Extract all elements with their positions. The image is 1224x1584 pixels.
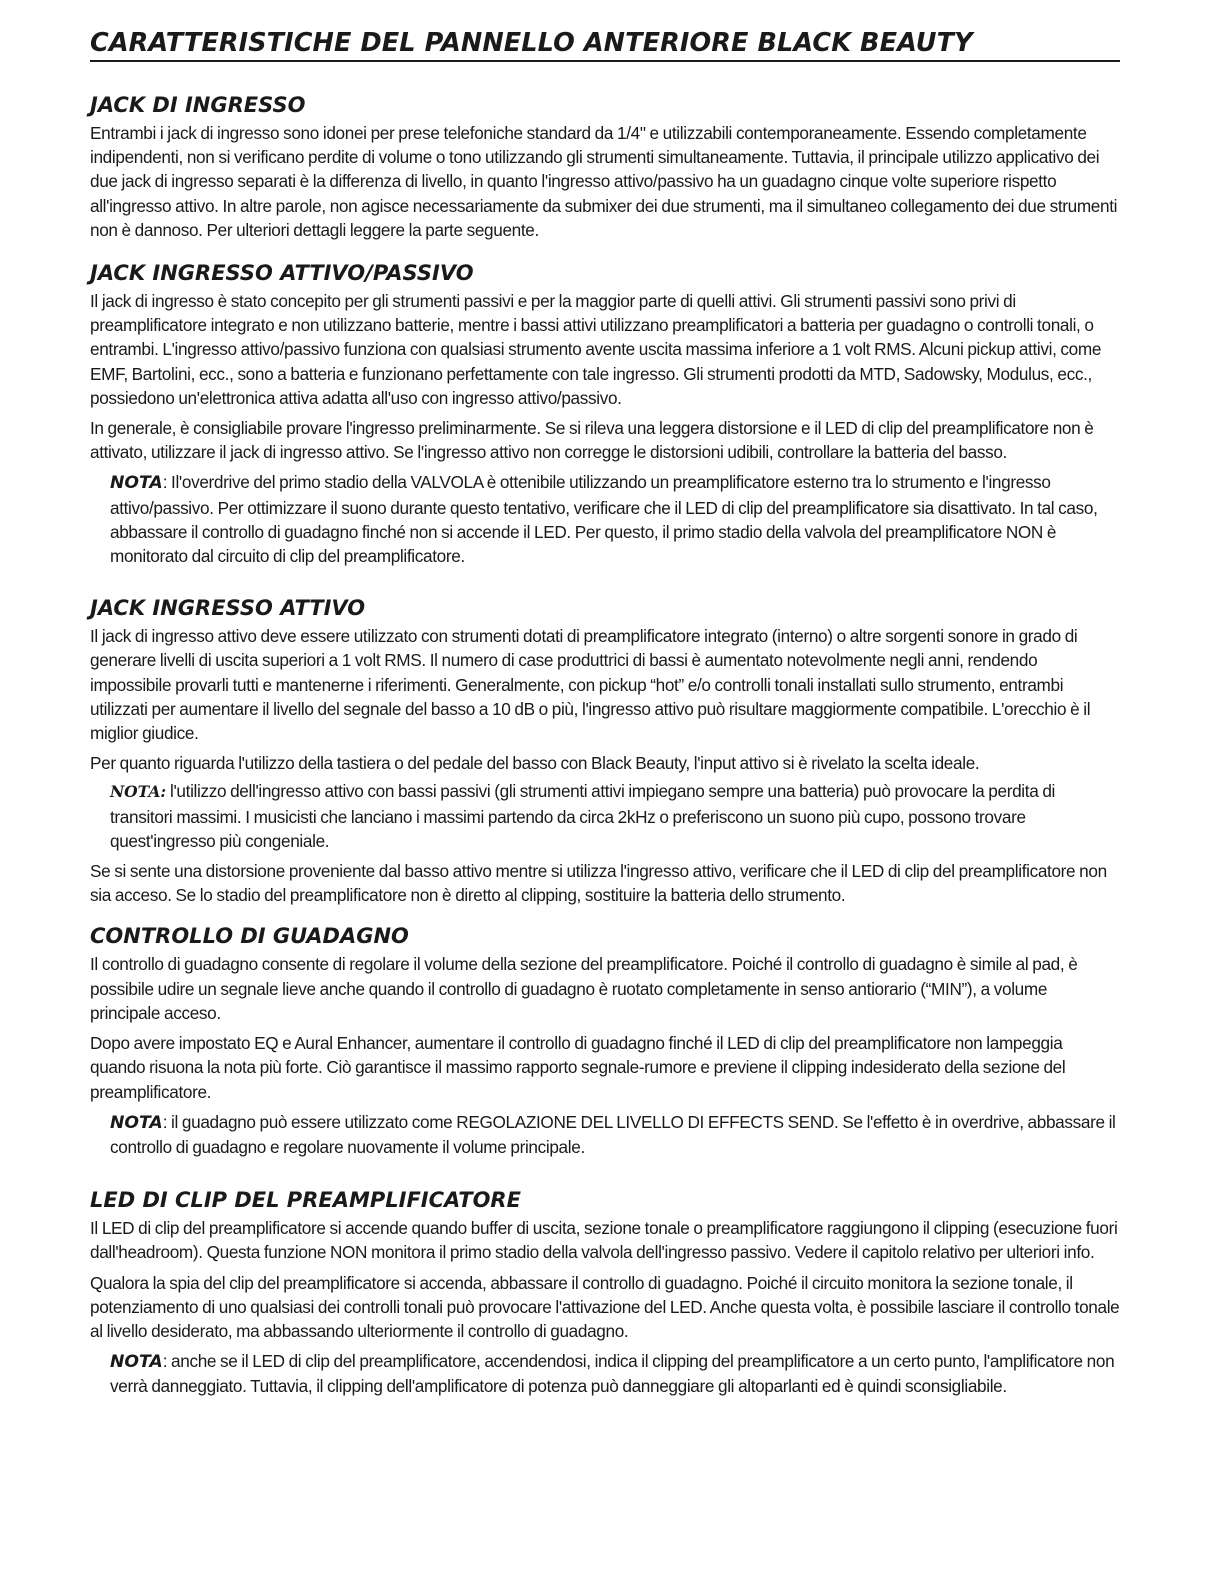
paragraph: Il jack di ingresso attivo deve essere utilizzato con strumenti dotati di preamplificatore integrato (interno) o altre sorgenti sonore in grado di generare livelli di uscita superiori a 1 volt RMS. Il numero di case produttrici di bassi è aumentato notevolmente negli anni, rendendo impossibile provarli tutti e mantenerne i riferimenti. Generalmente, con pickup “hot” e/o controlli tonali installati sullo strumento, entrambi utilizzati per aumentare il livello del segnale del basso a 10 dB o più, l'ingresso attivo può risultare maggiormente compatibile. L'orecchio è il miglior giudice. xyxy=(90,626,1091,744)
section-led-di-clip xyxy=(90,1187,1120,1398)
section-heading: JACK INGRESSO ATTIVO/PASSIVO xyxy=(90,261,474,286)
paragraph: Il jack di ingresso è stato concepito per gli strumenti passivi e per la maggior parte di quelli attivi. Gli strumenti passivi sono privi di preamplificatore integrato e non utilizzano batterie, mentre i bassi attivi utilizzano preamplificatori a batteria per guadagno o controlli tonali, o entrambi. L'ingresso attivo/passivo funziona con qualsiasi strumento avente uscita massima inferiore a 1 volt RMS. Alcuni pickup attivi, come EMF, Bartolini, ecc., sono a batteria e funzionano perfettamente con tale ingresso. Gli strumenti prodotti da MTD, Sadowsky, Modulus, ecc., possiedono un'elettronica attiva adatta all'uso con ingresso attivo/passivo. xyxy=(90,291,1102,408)
note-label: NOTA: xyxy=(110,782,167,802)
paragraph: In generale, è consigliabile provare l'ingresso preliminarmente. Se si rileva una leggera distorsione e il LED di clip del preamplificatore non è attivato, utilizzare il jack di ingresso attivo. Se l'ingresso attivo non corregge le distorsioni udibili, controllare la batteria del basso. xyxy=(90,418,1094,463)
manual-page xyxy=(90,28,1120,1399)
note-text: : il guadagno può essere utilizzato come REGOLAZIONE DEL LIVELLO DI EFFECTS SEND. Se l'effetto è in overdrive, abbassare il controllo di guadagno e regolare nuovamente il volume principale. xyxy=(110,1111,1116,1157)
section-heading: JACK DI INGRESSO xyxy=(90,93,306,117)
section-jack-ingresso-attivo-passivo xyxy=(90,260,1120,568)
note-text: : Il'overdrive del primo stadio della VALVOLA è ottenibile utilizzando un preamplificatore esterno tra lo strumento e l'ingresso attivo/passivo. Per ottimizzare il suono durante questo tentativo, verificare che il LED di clip del preamplificatore sia disattivato. In tal caso, abbassare il controllo di guadagno finché non si accende il LED. Per questo, il primo stadio della valvola del preamplificatore NON è monitorato dal circuito di clip del preamplificatore. xyxy=(110,472,1098,567)
section-heading: LED DI CLIP DEL PREAMPLIFICATORE xyxy=(90,1188,521,1213)
note-label: NOTA xyxy=(110,1112,163,1133)
paragraph: Per quanto riguarda l'utilizzo della tastiera o del pedale del basso con Black Beauty, l'input attivo si è rivelato la scelta ideale. xyxy=(90,753,980,774)
paragraph: Dopo avere impostato EQ e Aural Enhancer, aumentare il controllo di guadagno finché il LED di clip del preamplificatore non lampeggia quando risuona la nota più forte. Ciò garantisce il massimo rapporto segnale-rumore e previene il clipping indesiderato della sezione del preamplificatore. xyxy=(90,1033,1066,1102)
note-label: NOTA xyxy=(110,473,163,494)
paragraph: Il LED di clip del preamplificatore si accende quando buffer di uscita, sezione tonale o preamplificatore raggiungono il clipping (esecuzione fuori dall'headroom). Questa funzione NON monitora il primo stadio della valvola dell'ingresso passivo. Vedere il capitolo relativo per ulteriori info. xyxy=(90,1218,1118,1263)
paragraph: Se si sente una distorsione proveniente dal basso attivo mentre si utilizza l'ingresso attivo, verificare che il LED di clip del preamplificatore non sia acceso. Se lo stadio del preamplificatore non è diretto al clipping, sostituire la batteria dello strumento. xyxy=(90,861,1107,906)
section-heading: CONTROLLO DI GUADAGNO xyxy=(90,924,409,949)
paragraph: Qualora la spia del clip del preamplificatore si accenda, abbassare il controllo di guadagno. Poiché il circuito monitora la sezione tonale, il potenziamento di uno qualsiasi dei controlli tonali può provocare l'attivazione del LED. Anche questa volta, è possibile lasciare il controllo tonale al livello desiderato, ma abbassando ulteriormente il controllo di guadagno. xyxy=(90,1272,1120,1341)
section-controllo-di-guadagno xyxy=(90,923,1120,1159)
paragraph: Il controllo di guadagno consente di regolare il volume della sezione del preamplificatore. Poiché il controllo di guadagno è simile al pad, è possibile udire un segnale lieve anche quando il controllo di guadagno è ruotato completamente in senso antiorario (“MIN”), a volume principale acceso. xyxy=(90,954,1078,1023)
section-jack-di-ingresso xyxy=(90,92,1120,242)
note-paragraph xyxy=(110,779,1120,853)
section-jack-ingresso-attivo xyxy=(90,595,1120,907)
note-paragraph xyxy=(110,1349,1120,1398)
note-text: : anche se il LED di clip del preamplificatore, accendendosi, indica il clipping del preamplificatore a un certo punto, l'amplificatore non verrà danneggiato. Tuttavia, il clipping dell'amplificatore di potenza può danneggiare gli altoparlanti ed è quindi sconsigliabile. xyxy=(110,1351,1115,1397)
section-heading: JACK INGRESSO ATTIVO xyxy=(90,596,366,621)
paragraph: Entrambi i jack di ingresso sono idonei per prese telefoniche standard da 1/4" e utilizzabili contemporaneamente. Essendo completamente indipendenti, non si verificano perdite di volume o tono utilizzando gli strumenti simultaneamente. Tuttavia, il principale utilizzo applicativo dei due jack di ingresso separati è la differenza di livello, in quanto l'ingresso attivo/passivo ha un guadagno cinque volte superiore rispetto all'ingresso attivo. In altre parole, non agisce necessariamente da submixer dei due strumenti, ma il simultaneo collegamento dei due strumenti non è dannoso. Per ulteriori dettagli leggere la parte seguente. xyxy=(90,123,1118,240)
note-paragraph xyxy=(110,1110,1120,1159)
note-label: NOTA xyxy=(110,1352,163,1373)
page-title: CARATTERISTICHE DEL PANNELLO ANTERIORE BLACK BEAUTY xyxy=(90,28,1120,62)
note-text: l'utilizzo dell'ingresso attivo con bassi passivi (gli strumenti attivi impiegano sempre una batteria) può provocare la perdita di transitori massimi. I musicisti che lanciano i massimi partendo da circa 2kHz o preferiscono un suono più cupo, possono trovare quest'ingresso più congeniale. xyxy=(110,781,1056,851)
note-paragraph xyxy=(110,470,1120,568)
